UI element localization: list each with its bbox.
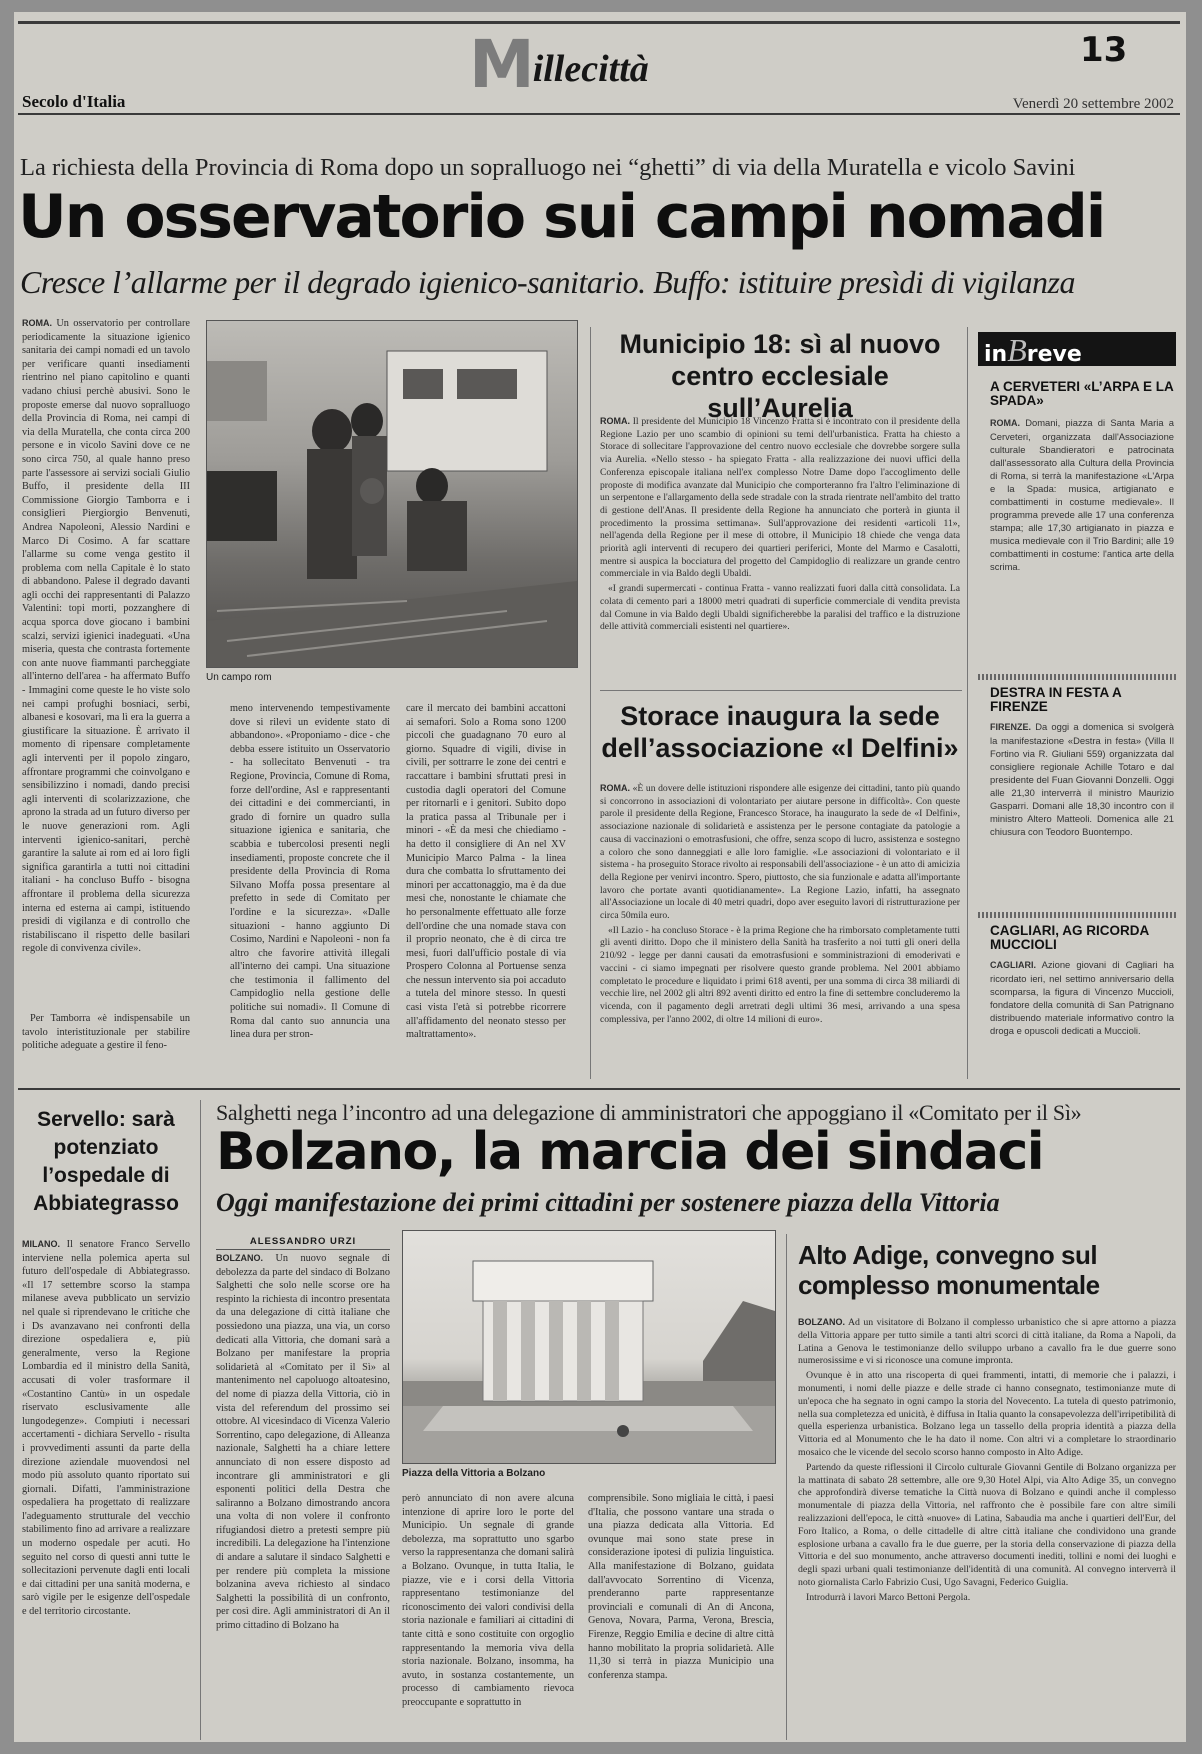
bolzano-byline: ALESSANDRO URZI	[216, 1236, 390, 1250]
piazza-vittoria-caption: Piazza della Vittoria a Bolzano	[402, 1468, 546, 1479]
top-story-col3: care il mercato dei bambini accattoni ai semafori. Solo a Roma sono 1200 piccoli che guadagnano 70 euro al giorno. Squadre di vigili, divise in civili, per sottrarre le zone dei centri e raccattare i bambini sfruttati presi in custodia dagli operatori del Comune per ritornarli e i genitori. Subito dopo la pratica passa al Tribunale per i minori - «È da mesi che chiediamo - ha detto il consigliere di An nel XV Municipio Marco Palma - la linea dura che combatta lo sfruttamento dei minori per accattonaggio, ma è da due mesi che, nonostante le chiamate che ho personalmente effettuato alle forze dell'ordine che una nomade stava con il proprio neonato, che è di circa tre mesi, fuori dall'ufficio postale di via Prospero Colonna al Portuense senza che nessun intervento sia poi accaduto a tutela del minore stesso. In questi casi vista l'età si potrebbe ricorrere all'affidamento del neonato stesso per maltrattamento».	[406, 703, 566, 1041]
top-story-column-1-tail	[22, 1012, 190, 1090]
brief-text: Azione giovani di Cagliari ha ricordato ieri, nel settimo anniversario della scomparsa, la figura di Vincenzo Muccioli, fondatore della comunità di San Patrignano distribuendo materiale informativo contro la droga e opuscoli dedicati a Muccioli.	[990, 959, 1174, 1036]
municipio-headline: Municipio 18: sì al nuovo centro ecclesiale sull’Aurelia	[619, 329, 941, 423]
top-story-column-2	[230, 702, 390, 1076]
brief-dateline: FIRENZE.	[990, 722, 1032, 732]
top-story-column-3	[406, 702, 566, 1076]
top-story-col1-lead: Un osservatorio per controllare periodicamente la situazione igienico sanitaria dei campi nomadi ed un tavolo per verificare quanti insediamenti rientrino nel piano capitolino e quanti vadano chiusi perchè abusivi. Sono le proposte emerse dal nuovo sopralluogo della Provincia di Roma, nei campi di via della Muratella, che conta circa 200 persone e in vicolo Savini dove ce ne sono circa 750, al quale hanno preso parte l'assessore ai servizi sociali Giulio Buffo, il presidente della III Commissione Giorgio Tamborra e i consiglieri Piergiorgio Benvenuti, Andrea Napoleoni, Alessio Nardini e Marco Di Cosimo. A far scattare l'allarme su come venga gestito il problema com nella Capitale è lo stato di abbandono. Palese il degrado davanti agli occhi dei rappresentanti di Palazzo Valentini: topi morti, pozzanghere di acqua sporca dove giocano i bambini scalzi, servizi igienici inadeguati. «Una miseria, questa che contrasta fortemente con ante nuove fiammanti parcheggiate all'interno dell'area - ha affermato Buffo - Immagini come queste le ho viste solo nei campi profughi bosniaci, serbi, albanesi e kosovari, ma lì era la guerra a giustificare la situazione. È arrivato il momento di ripensare completamente agli interventi per il popolo zingaro, affrontare programmi che coinvolgano e sensibilizzino i nomadi, dando precisi agli interventi di scolarizzazione, che aprono la strada ad un futuro diverso per le nuove generazioni rom. Agli interventi igienico-sanitari, perchè garantire la salute ai rom ed ai loro figli significa garantirla a tutti noi cittadini italiani - ha concluso Buffo - bisogna affrontare il problema della sicurezza interna ed esterna ai campi, istituendo presìdi di vigilanza e di controllo che ristabiliscano il rispetto delle basilari regole di convivenza civile».	[22, 318, 190, 955]
top-story-col2: meno intervenendo tempestivamente dove si rilevi un evidente stato di abbandono». «Proponiamo - dice - che debba essere istituito un Osservatorio - ha sollecitato Benvenuti - tra Regione, Provincia, Comune di Roma, forze dell'ordine, Asl e rappresentanti dei cittadini e dei commercianti, in grado di fornire un quadro sulla situazione igienica e sanitaria, che scabbia e tubercolosi presenti negli insediamenti, proposte concrete che il presidente della Provincia di Roma Silvano Moffa possa presentare al prefetto in sede di Comitato per l'ordine e la sicurezza». «Dalle situazioni - hanno aggiunto Di Cosimo, Nardini e Napoleoni - non fa altro che favorire attività illegali all'interno dei campi. Una situazione che testimonia il fallimento del Campidoglio nella gestione delle politiche sui nomadi». Il Comune di Roma dal canto suo annuncia una linea dura per stron-	[230, 703, 390, 1041]
bolzano-column-1	[216, 1252, 390, 1732]
page-number: 13	[1080, 30, 1128, 70]
section-title	[469, 26, 649, 103]
campo-rom-illustration	[207, 321, 577, 667]
brief-dateline: CAGLIARI.	[990, 960, 1036, 970]
brief-title: A CERVETERI «L’ARPA E LA SPADA»	[990, 379, 1174, 408]
alto-adige-headline: Alto Adige, convegno sul complesso monumentale	[798, 1240, 1100, 1300]
in-breve-prefix: in	[984, 342, 1008, 367]
bolzano-column-2	[402, 1492, 574, 1738]
brief-body	[990, 720, 1174, 898]
brief-separator	[978, 912, 1176, 918]
section-name: illecittà	[532, 48, 649, 90]
alto-adige-body3: Partendo da queste riflessioni il Circolo culturale Giovanni Gentile di Bolzano organizza per la mattinata di sabato 28 settembre, alle ore 9,30 Hotel Alpi, via Alto Adige 35, un convegno che approfondirà diverse tematiche la Città nuova di Bolzano e quindi anche il complesso monumentale di piazza della Vittoria, nel raffronto che è possibile fare con altre simili realizzazioni dell'epoca, le città «nuove» di Latina, Sabaudia ma anche i quartieri dell'Eur, del Foro Italico, a Roma, o delle cittadelle di altre città italiane che condividono una grande esplosione urbana a cavallo fra le due guerre, per la storia della conservazione di piazza della Vittoria e del suo monumento, anche attraverso documenti inediti, tollini e nomi dei luoghi e degli spazi urbani quali testimonianze dell'identità di una comunità. Al convegno interverrà il noto giornalista Carlo Fabrizio Cusi, Ugo Savagni, Federico Guiglia.	[798, 1461, 1176, 1588]
top-story-subheadline: Cresce l’allarme per il degrado igienico-sanitario. Buffo: istituire presìdi di vigilanza	[20, 264, 1075, 300]
storace-headline: Storace inaugura la sede dell’associazione «I Delfini»	[601, 701, 959, 763]
brief-item	[990, 686, 1174, 898]
brief-separator	[978, 674, 1176, 680]
campo-rom-photo	[206, 320, 578, 668]
bolzano-headline: Bolzano, la marcia dei sindaci	[216, 1122, 1044, 1182]
alto-adige-dateline: BOLZANO.	[798, 1317, 845, 1327]
bolzano-col3: comprensibile. Sono migliaia le città, i paesi d'Italia, che possono vantare una strada o una piazza dedicata alla Vittoria. Ed ovunque mai sono state prese in considerazione ipotesi di pulizia linguistica. Alla manifestazione di Bolzano, guidata dall'avvocato Sorrentino di Vicenza, prenderanno parte rappresentanze provinciali e comunali di An di Ancona, Genova, Novara, Parma, Verona, Brescia, Firenze, Reggio Emilia e decine di altre città hanno mobilitato la propria solidarietà. Alle 11,30 si terrà in piazza Municipio una conferenza stampa.	[588, 1493, 774, 1681]
brief-title: DESTRA IN FESTA A FIRENZE	[990, 685, 1122, 714]
header-rule	[18, 113, 1180, 115]
servello-box	[22, 1100, 201, 1740]
brief-text: Da oggi a domenica si svolgerà la manifestazione «Destra in festa» (Villa Il Fortino via R. Giuliani 559) organizzata dal consigliere regionale Achille Totaro e dal presidente del Fuan Giovanni Donzelli. Oggi alle 21,30 interverrà il ministro Maurizio Gasparri. Domani alle 18,30 incontro con il ministro Altero Matteoli. Domenica alle 21 chiusura con Teodoro Buontempo.	[990, 721, 1174, 837]
servello-article	[22, 1238, 190, 1668]
column-separator	[967, 327, 968, 1079]
campo-rom-caption: Un campo rom	[206, 672, 272, 683]
municipio-article	[600, 415, 960, 701]
top-story-overline: La richiesta della Provincia di Roma dopo un sopralluogo nei “ghetti” di via della Muratella e vicolo Savini	[20, 154, 1076, 181]
newspaper-page	[14, 12, 1186, 1742]
piazza-vittoria-photo	[402, 1230, 776, 1464]
storace-body2: «Il Lazio - ha concluso Storace - è la prima Regione che ha rimborsato completamente tutti gli aventi diritto. Dopo che il ministero della Sanità ha trasferito a noi tutti gli oneri della 210/92 - legge per danni causati da emotrasfusioni e somministrazioni di emoderivati e vaccini - ci siamo impegnati per risolvere questo grande problema. Nel 2001 abbiamo completato le procedure e liquidato i primi 618 aventi, per una somma di circa 38 miliardi di vecchie lire, nel 2002 gli altri 892 aventi diritto ed entro la fine di settembre concluderemo la vicenda, con il pagamento degli arretrati degli ultimi 36 mesi, arrivando a una spesa complessiva, per l'anno 2002, di oltre 14 milioni di euro».	[600, 924, 960, 1025]
brief-item	[990, 924, 1174, 1070]
alto-adige-body4: Introdurrà i lavori Marco Bettoni Pergola.	[806, 1591, 971, 1603]
in-breve-column	[978, 332, 1176, 1082]
top-rule	[18, 21, 1180, 24]
bolzano-overline: Salghetti nega l’incontro ad una delegazione di amministratori che appoggiano il «Comitato per il Sì»	[216, 1100, 1082, 1125]
paper-name: Secolo d'Italia	[22, 92, 126, 111]
brief-body	[990, 416, 1174, 624]
alto-adige-body2: Ovunque è in atto una riscoperta di quei frammenti, intatti, di memorie che i palazzi, i monumenti, i nomi delle piazze e delle strade ci hanno consegnato, testimonianze mute di un'epoca che ha segnato in ogni campo la storia del Novecento. La tutela di questo patrimonio, nella sua completezza ed unicità, è diffusa in Italia quanto la consapevolezza dell'irripetibilità di quella esperienza urbanistica. Bolzano lega un tassello della propria identità a piazza della Vittoria ed al Monumento che le ha dato il nome. Con altri vi a completare lo straordinario mosaico che le vicende del secolo scorso hanno composto in Alto Adige.	[798, 1370, 1176, 1458]
top-story-headline: Un osservatorio sui campi nomadi	[18, 182, 1105, 252]
brief-body	[990, 958, 1174, 1070]
municipio-body2: «I grandi supermercati - continua Fratta - vanno realizzati fuori dalla città consolidata. La colata di cemento pari a 18000 metri quadrati di superficie commerciale di vendita prevista dal Comune in via Baldo degli Ubaldi significherebbe la paralisi del traffico e la distruzione delle attività commerciali esistenti nel quartiere».	[600, 583, 960, 633]
municipio-body1: Il presidente del Municipio 18 Vincenzo Fratta si è incontrato con il presidente della Regione Lazio per uno scambio di opinioni su temi dell'urbanistica. Fratta ha chiesto a Storace di sollecitare l'approvazione del centro nuovo ecclesiale che dovrebbe sorgere sulla via Aurelia. «Nello stesso - ha spiegato Fratta - alla realizzazione dei nuovi uffici della Conferenza episcopale italiana nell'ex complesso Notre Dame dopo l'accoglimento delle proposte di modifica avanzate dal Municipio che comporteranno fra l'altro l'eliminazione di un serpentone e l'allargamento della sede stradale con la strada rientrate nell'ambito del tratto di gestione dell'Anas. Il presidente della Regione ha annunciato che porterà in giunta il procedimento la prossima settimana». Sull'approvazione dei residenti «articoli 11», nell'agenda della Regione per il mese di ottobre, il Municipio 18 chiede che venga data priorità agli interventi di recupero dei quartieri periferici, Monte del Marmo e Casalotti, mentre si auspica la bocciatura del progetto del Campidoglio di realizzare un grande centro commerciale in via Baldo degli Ubaldi.	[600, 416, 960, 580]
municipio-dateline: ROMA.	[600, 416, 630, 426]
issue-date: Venerdì 20 settembre 2002	[1012, 96, 1174, 112]
in-breve-initial: B	[1007, 332, 1027, 368]
servello-body: Il senatore Franco Servello interviene nella polemica aperta sul futuro dell'ospedale di Abbiategrasso. «Il 17 settembre scorso la stampa milanese aveva pubblicato un servizio nel quale si riprendevano le critiche che i Ds avanzavano nei confronti della direzione ospedaliera e, più generalmente, verso la Regione Lombardia ed il ministro della Sanità, accusati di voler trasformare il «Costantino Cantù» in un ospedale riservato esclusivamente alle lungodegenze». Compiuti i necessari accertamenti - dichiara Servello - risulta i provvedimenti assunti da parte della direzione aziendale muovendosi nel modo più assoluto quanto riportato sui giornali. Difatti, l'amministrazione ospedaliera ha progettato di realizzare l'adeguamento strutturale del vecchio stabilimento fino ad arrivare a realizzare un moderno ospedale per acuti. Ho seguito nel corso di questi anni tutte le sollecitazioni pervenute dagli enti locali e dai cittadini per una sanità moderna, e sarò vigile per le esigenze dell'ospedale e del territorio circostante.	[22, 1239, 190, 1618]
bolzano-subheadline: Oggi manifestazione dei primi cittadini per sostenere piazza della Vittoria	[216, 1188, 1000, 1217]
storace-article	[600, 782, 960, 1078]
brief-dateline: ROMA.	[990, 418, 1020, 428]
alto-adige-article	[798, 1316, 1176, 1738]
top-story-dateline: ROMA.	[22, 318, 52, 328]
brief-item	[990, 380, 1174, 624]
in-breve-rest: reve	[1026, 342, 1082, 367]
monument-illustration	[403, 1231, 775, 1463]
brief-text: Domani, piazza di Santa Maria a Cerveteri, organizzata dall'Associazione culturale Sbandieratori e patrocinata dall'assessorato alla Cultura della Provincia di Roma, si terrà la manifestazione «L'Arpa e la Spada: musica, artigianato e combattimenti in costume medievale». Il programma prevede alle 17 una conferenza stampa; alle 17,30 artigianato in piazza e musica medievale con il Trio Bardini; alle 19 combattimenti in costume: l'antica arte della scrima.	[990, 417, 1174, 572]
section-initial: M	[469, 26, 533, 103]
top-story-col1-tail: Per Tamborra «è indispensabile un tavolo interistituzionale per stabilire politiche adeguate a gestire il feno-	[22, 1013, 190, 1052]
brief-title: CAGLIARI, AG RICORDA MUCCIOLI	[990, 923, 1149, 952]
bolzano-col2: però annunciato di non avere alcuna intenzione di aprire loro le porte del Municipio. Un segnale di grande debolezza, ma soprattutto uno sgarbo verso la rappresentanza che domani salirà a Bolzano. Ovunque, in tutta Italia, le piazze, vie e i corsi della Vittoria rappresentano testimonianze del riconoscimento dei valori condivisi della storia nazionale e familiari ai cittadini di tante città e sono costituite con orgoglio rappresentando la memoria viva della storia nazionale. Bolzano, insomma, ha avuto, in sostanza costantemente, un processo di cambiamento rievoca preoccupante e soprattutto in	[402, 1493, 574, 1708]
column-separator	[786, 1234, 787, 1740]
storace-dateline: ROMA.	[600, 783, 630, 793]
bolzano-dateline: BOLZANO.	[216, 1253, 263, 1263]
article-separator	[600, 690, 962, 691]
servello-headline: Servello: sarà potenziato l’ospedale di Abbiategrasso	[33, 1108, 179, 1215]
section-divider	[18, 1088, 1180, 1090]
in-breve-banner	[978, 332, 1176, 366]
servello-dateline: MILANO.	[22, 1239, 60, 1249]
bolzano-col1: Un nuovo segnale di debolezza da parte del sindaco di Bolzano Salghetti che solo nelle scorse ore ha respinto la richiesta di incontro presentata da una delegazione di città italiane che possiedono una piazza, una via, un corso dedicati alla Vittoria, che domani sarà a Bolzano per manifestare la propria solidarietà al «Comitato per il Sì» al mantenimento nel capoluogo altoatesino, del nome di piazza della Vittoria, ciò in vista del referendum del prossimo sei ottobre. Al vicesindaco di Vicenza Valerio Sorrentino, capo delegazione, di Alleanza nazionale, Salghetti ha a chiare lettere annunciato di non essere disposto ad incontrare gli amministratori e gli esponenti politici della Destra che saliranno a Bolzano dimostrando ancora una volta di non volere il confronto rifugiandosi dietro a pretesti sempre più incredibili. La delegazione ha l'intenzione di andare a salutare il sindaco Salghetti e per rendere più completa la missione bolzanina aveva richiesto al sindaco Salghetti la possibilità di un confronto, per così dire. Agli amministratori di An il primo cittadino di Bolzano ha	[216, 1253, 390, 1632]
alto-adige-body1: Ad un visitatore di Bolzano il complesso urbanistico che si apre attorno a piazza della Vittoria appare per tutto simile a tanti altri scorci di città italiane, da Roma a Napoli, da Latina a Genova le testimonianze dello sviluppo urbano a cavallo fra le due guerre sono numerosissime e vi si riconosce una comune impronta.	[798, 1317, 1176, 1367]
column-separator	[590, 327, 591, 1079]
storace-body1: «È un dovere delle istituzioni rispondere alle esigenze dei cittadini, tanto più quando si concorrono in associazioni di volontariato per aiutare persone in difficoltà». Con queste parole il presidente della Regione, Francesco Storace, ha inaugurato la sede de «I Delfini», associazione nazionale di solidarietà e assistenza per le persone contagiate da patologie a causa di vaccinazioni o emotrasfusioni, che offre, senza scopo di lucro, assistenza e sostegno a coloro che sono danneggiati e alle loro famiglie. «Le associazioni di volontariato e il sistema - ha proseguito Storace rivolto ai responsabili dell'associazione - è un atto di amicizia della Regione per venirvi incontro. Spero, piuttosto, che sia funzionale e adatta all'importante lavoro che portate avanti quotidianamente». La Regione Lazio, infatti, ha assegnato all'Associazione un locale di 40 metri quadri, dopo aver eseguito lavori di ristrutturazione per circa 50mila euro.	[600, 783, 960, 922]
bolzano-column-3	[588, 1492, 774, 1738]
